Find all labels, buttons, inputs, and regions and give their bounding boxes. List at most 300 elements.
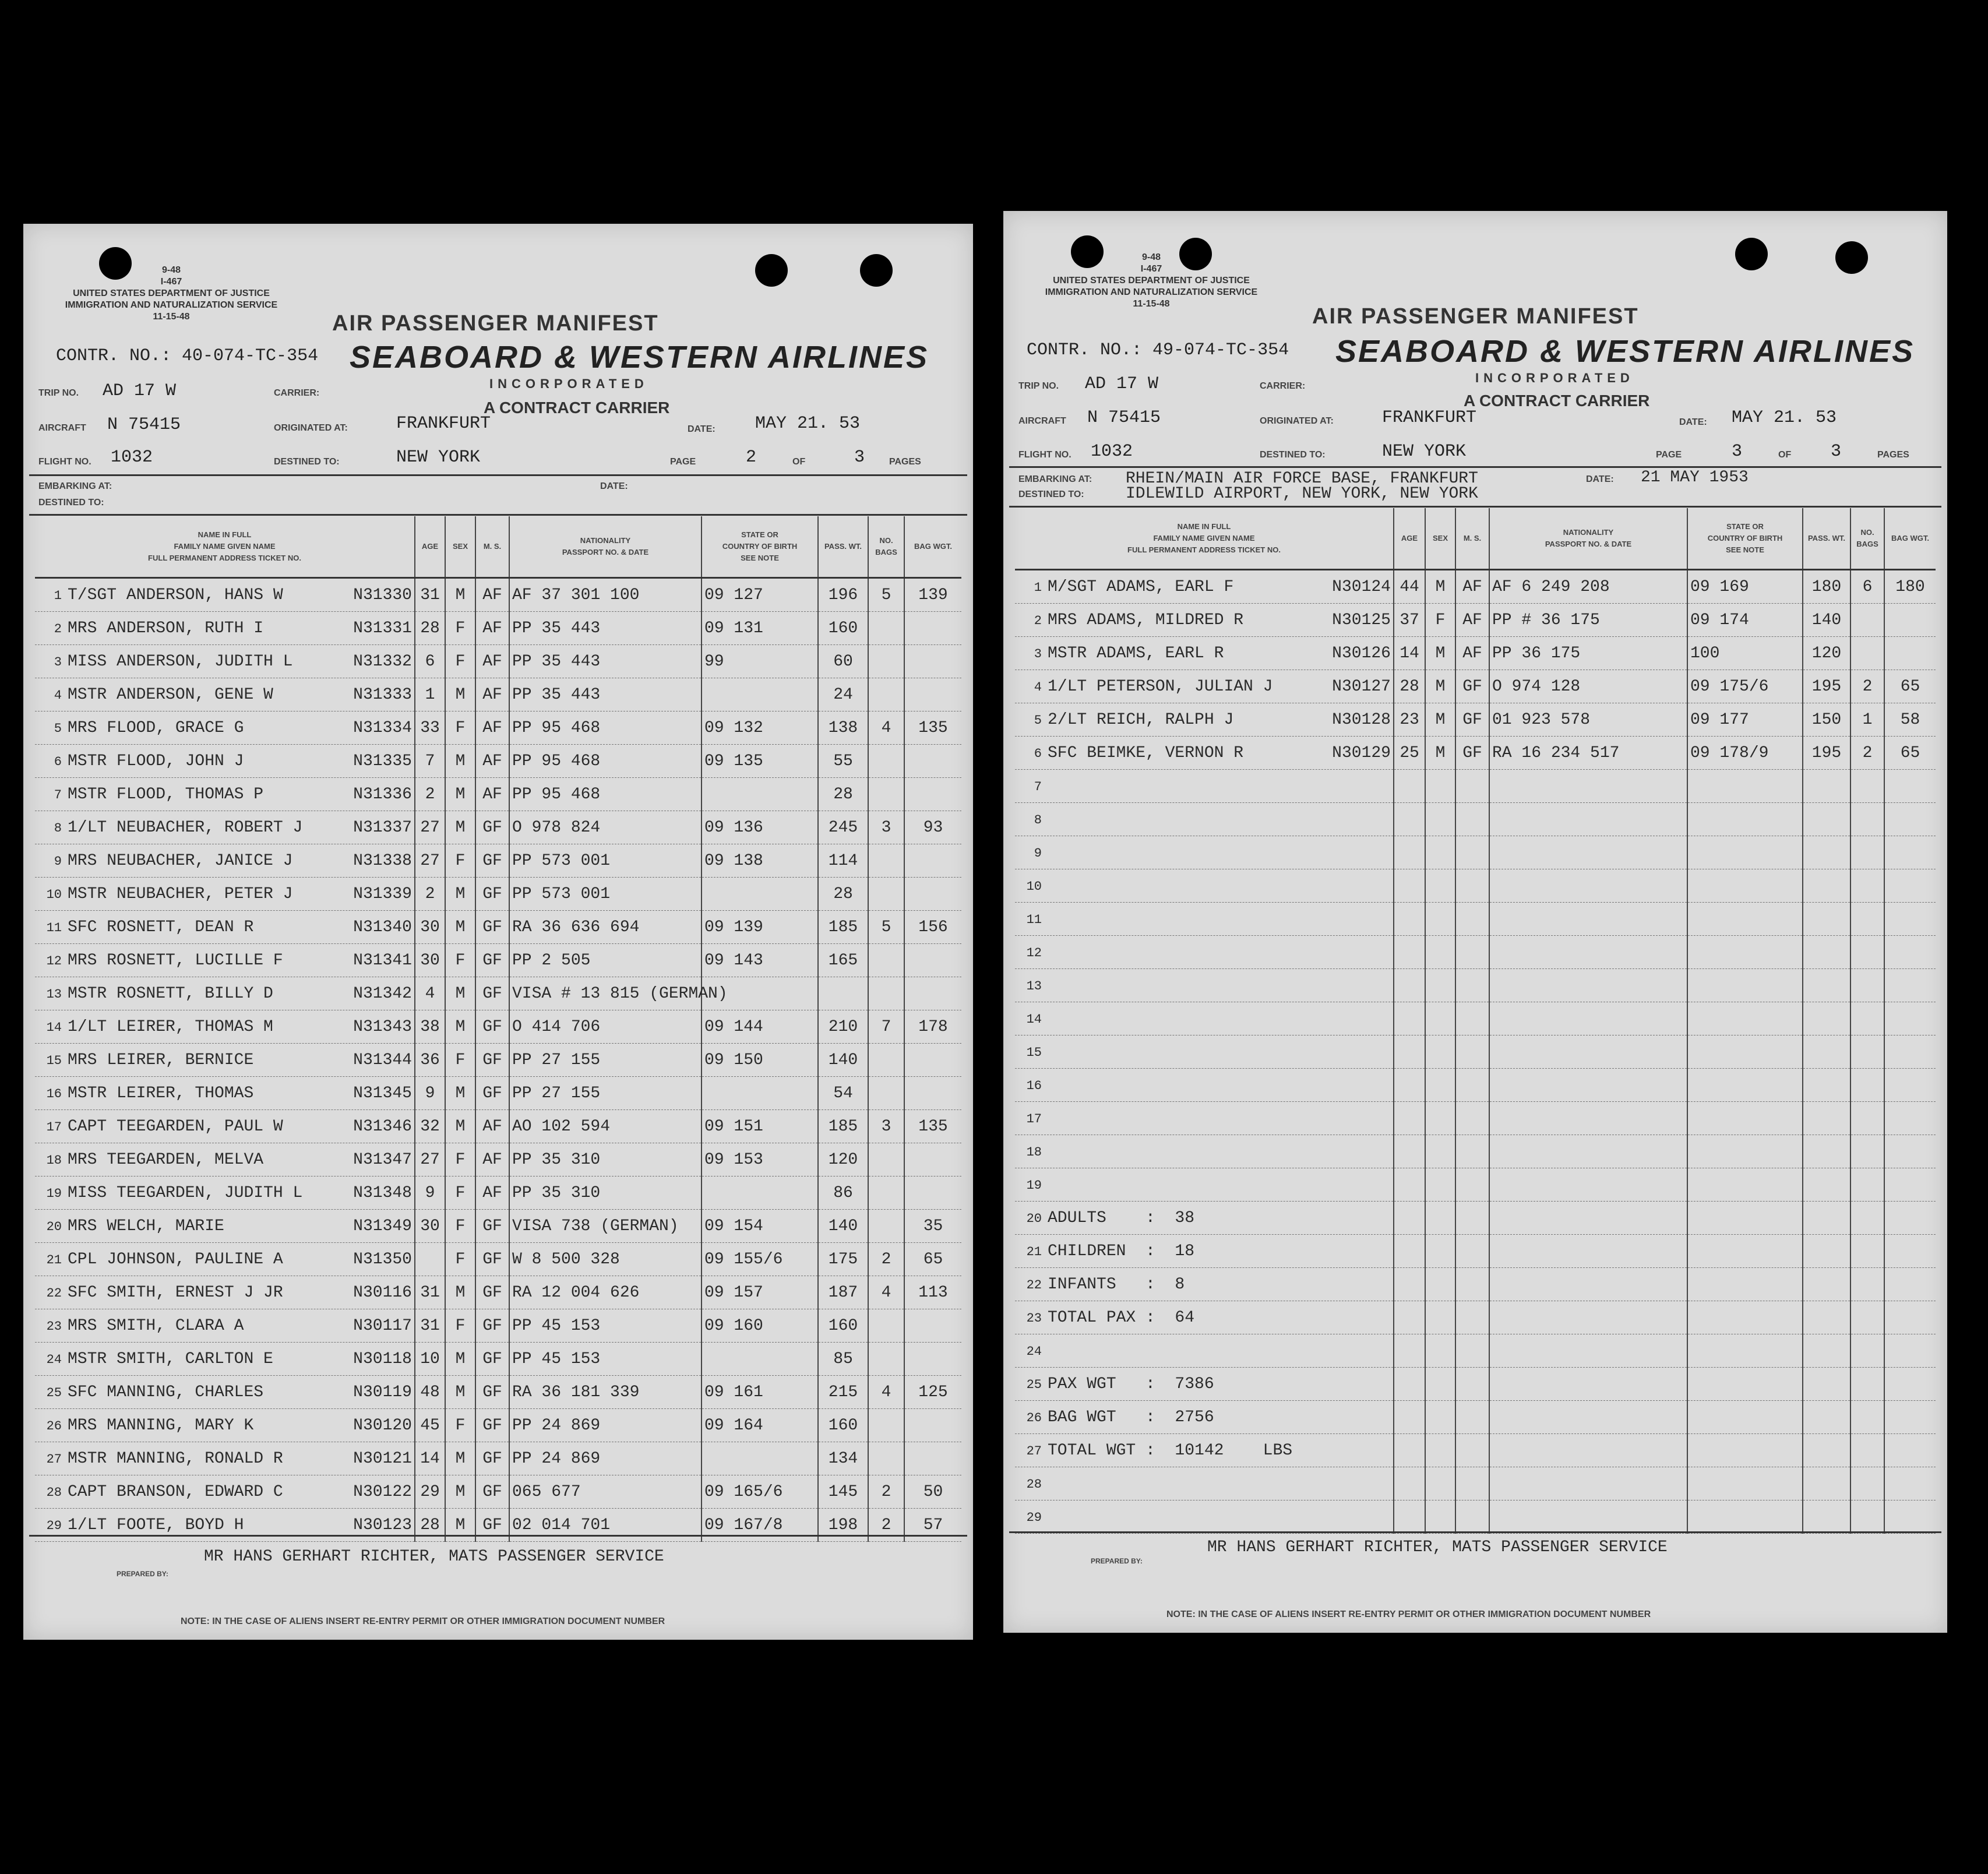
- cell-sex: [1425, 1135, 1455, 1168]
- col-no-bags: NO. BAGS: [868, 516, 904, 578]
- cell-age: [1394, 1235, 1425, 1268]
- cell-bag-wgt: 180: [1884, 570, 1936, 604]
- cell-no-bags: [868, 1077, 904, 1110]
- cell-no-bags: [1850, 770, 1884, 803]
- cell-nationality: PP 27 155: [509, 1077, 702, 1110]
- cell-sex: [1425, 1334, 1455, 1368]
- table-row: [1015, 703, 1936, 737]
- flight-no-label: FLIGHT NO.: [38, 457, 91, 467]
- cell-nationality: RA 36 181 339: [509, 1376, 702, 1409]
- cell-sex: M: [445, 1442, 475, 1475]
- cell-ms: GF: [1455, 670, 1489, 703]
- ticket-number: N30126: [1332, 644, 1391, 663]
- cell-ms: GF: [475, 1475, 509, 1509]
- table-row: [1015, 1401, 1936, 1434]
- cell-age: [1394, 1135, 1425, 1168]
- passenger-name: MRS MANNING, MARY K: [68, 1416, 254, 1435]
- contract-number: CONTR. NO.: 49-074-TC-354: [1027, 340, 1289, 360]
- cell-bag-wgt: [904, 1176, 961, 1210]
- cell-name: [35, 1143, 415, 1176]
- cell-bag-wgt: [904, 778, 961, 811]
- row-number: 12: [46, 953, 62, 968]
- cell-age: 31: [415, 1276, 445, 1309]
- passenger-name: SFC ROSNETT, DEAN R: [68, 918, 254, 936]
- of-value: 3: [1831, 442, 1842, 462]
- cell-state: 09 178/9: [1687, 737, 1803, 770]
- cell-pass-wt: 165: [818, 944, 868, 977]
- cell-name: [1015, 836, 1394, 869]
- cell-nationality: [1489, 1069, 1687, 1102]
- passenger-name: ADULTS : 38: [1048, 1209, 1195, 1227]
- prepared-by-value: MR HANS GERHART RICHTER, MATS PASSENGER SERVICE: [1207, 1538, 1668, 1556]
- cell-nationality: PP 45 153: [509, 1309, 702, 1343]
- cell-sex: M: [445, 1010, 475, 1044]
- table-row: [35, 1243, 961, 1276]
- cell-name: [1015, 869, 1394, 903]
- cell-nationality: [1489, 1500, 1687, 1534]
- cell-nationality: [1489, 1135, 1687, 1168]
- cell-state: 09 164: [702, 1409, 818, 1442]
- pages-label: PAGES: [889, 457, 921, 467]
- cell-age: [1394, 936, 1425, 969]
- col-name: NAME IN FULL FAMILY NAME GIVEN NAME FULL PERMANENT ADDRESS TICKET NO.: [35, 516, 415, 578]
- row-number: 15: [46, 1053, 62, 1068]
- cell-no-bags: 4: [868, 711, 904, 745]
- cell-ms: GF: [475, 1276, 509, 1309]
- cell-age: 30: [415, 944, 445, 977]
- manifest-page-2: [23, 224, 973, 1640]
- cell-sex: F: [1425, 604, 1455, 637]
- originated-label: ORIGINATED AT:: [1260, 416, 1334, 426]
- cell-bag-wgt: 156: [904, 911, 961, 944]
- ticket-number: N31341: [353, 951, 412, 970]
- cell-age: [1394, 1002, 1425, 1035]
- cell-sex: M: [445, 1475, 475, 1509]
- passenger-name: MRS ANDERSON, RUTH I: [68, 619, 264, 637]
- cell-nationality: [1489, 936, 1687, 969]
- cell-ms: AF: [475, 645, 509, 678]
- cell-nationality: [1489, 803, 1687, 836]
- divider: [1009, 506, 1941, 508]
- cell-pass-wt: 175: [818, 1243, 868, 1276]
- cell-nationality: [1489, 1301, 1687, 1334]
- cell-age: 27: [415, 844, 445, 878]
- cell-nationality: PP 27 155: [509, 1044, 702, 1077]
- table-row: [35, 911, 961, 944]
- cell-ms: [1455, 1235, 1489, 1268]
- cell-sex: F: [445, 944, 475, 977]
- passenger-table: [1015, 508, 1936, 1534]
- cell-age: 44: [1394, 570, 1425, 604]
- cell-nationality: RA 36 636 694: [509, 911, 702, 944]
- row-number: 6: [1034, 746, 1042, 761]
- cell-age: [1394, 1069, 1425, 1102]
- aircraft-label: AIRCRAFT: [1018, 416, 1066, 426]
- row-number: 17: [46, 1119, 62, 1135]
- passenger-name: BAG WGT : 2756: [1048, 1408, 1214, 1426]
- destined-2-label: DESTINED TO:: [1018, 489, 1084, 499]
- cell-sex: M: [445, 977, 475, 1010]
- cell-bag-wgt: 65: [904, 1243, 961, 1276]
- cell-no-bags: [1850, 1434, 1884, 1467]
- row-number: 8: [54, 820, 62, 836]
- cell-bag-wgt: [1884, 1202, 1936, 1235]
- cell-ms: AF: [475, 1176, 509, 1210]
- cell-sex: [1425, 1002, 1455, 1035]
- cell-ms: GF: [475, 1376, 509, 1409]
- cell-sex: M: [1425, 570, 1455, 604]
- cell-sex: [1425, 1368, 1455, 1401]
- cell-sex: M: [445, 1509, 475, 1542]
- cell-age: 48: [415, 1376, 445, 1409]
- col-pass-wt: PASS. WT.: [1803, 508, 1850, 570]
- cell-pass-wt: [1803, 1002, 1850, 1035]
- cell-sex: M: [445, 778, 475, 811]
- cell-name: [1015, 1235, 1394, 1268]
- table-row: [1015, 1102, 1936, 1135]
- cell-no-bags: [1850, 1368, 1884, 1401]
- cell-name: [1015, 1069, 1394, 1102]
- cell-bag-wgt: 135: [904, 1110, 961, 1143]
- cell-no-bags: [868, 1044, 904, 1077]
- row-number: 3: [54, 654, 62, 670]
- cell-nationality: PP 95 468: [509, 745, 702, 778]
- ticket-number: N30117: [353, 1316, 412, 1335]
- passenger-name: 1/LT PETERSON, JULIAN J: [1048, 677, 1273, 696]
- row-number: 29: [1026, 1510, 1042, 1525]
- form-id: I-467: [1140, 264, 1162, 274]
- cell-state: [1687, 1235, 1803, 1268]
- cell-ms: [1455, 803, 1489, 836]
- cell-no-bags: [868, 1143, 904, 1176]
- table-row: [1015, 1334, 1936, 1368]
- cell-age: [1394, 1168, 1425, 1202]
- cell-nationality: PP 35 310: [509, 1143, 702, 1176]
- cell-state: [1687, 869, 1803, 903]
- cell-no-bags: 2: [868, 1475, 904, 1509]
- cell-sex: F: [445, 1044, 475, 1077]
- destined-2-value: IDLEWILD AIRPORT, NEW YORK, NEW YORK: [1126, 485, 1478, 503]
- ticket-number: N31331: [353, 619, 412, 637]
- cell-state: 09 131: [702, 612, 818, 645]
- cell-age: 7: [415, 745, 445, 778]
- cell-name: [35, 612, 415, 645]
- cell-state: [1687, 1035, 1803, 1069]
- cell-sex: M: [1425, 670, 1455, 703]
- row-number: 13: [46, 987, 62, 1002]
- passenger-rows: [35, 578, 961, 1542]
- cell-nationality: PP 35 443: [509, 612, 702, 645]
- cell-ms: [1455, 903, 1489, 936]
- cell-no-bags: 6: [1850, 570, 1884, 604]
- cell-no-bags: [868, 878, 904, 911]
- cell-pass-wt: 24: [818, 678, 868, 711]
- cell-name: [35, 844, 415, 878]
- cell-age: 2: [415, 778, 445, 811]
- table-row: [35, 745, 961, 778]
- cell-ms: GF: [475, 977, 509, 1010]
- cell-name: [1015, 969, 1394, 1002]
- cell-state: [1687, 1202, 1803, 1235]
- cell-age: 9: [415, 1077, 445, 1110]
- cell-state: 09 154: [702, 1210, 818, 1243]
- cell-ms: [1455, 1135, 1489, 1168]
- cell-nationality: PP 45 153: [509, 1343, 702, 1376]
- cell-no-bags: [1850, 1301, 1884, 1334]
- row-number: 1: [1034, 580, 1042, 595]
- row-number: 8: [1034, 812, 1042, 827]
- ticket-number: N30125: [1332, 611, 1391, 629]
- divider: [29, 514, 967, 516]
- table-header-row: [1015, 508, 1936, 570]
- cell-state: 99: [702, 645, 818, 678]
- table-row: [1015, 1202, 1936, 1235]
- row-number: 29: [46, 1518, 62, 1533]
- ticket-number: N31350: [353, 1250, 412, 1269]
- row-number: 16: [1026, 1078, 1042, 1093]
- carrier-label: CARRIER:: [1260, 381, 1306, 391]
- table-row: [35, 1276, 961, 1309]
- cell-state: [1687, 1069, 1803, 1102]
- cell-name: [1015, 737, 1394, 770]
- cell-state: [1687, 1168, 1803, 1202]
- cell-ms: [1455, 1202, 1489, 1235]
- cell-ms: GF: [1455, 703, 1489, 737]
- cell-state: [1687, 1434, 1803, 1467]
- footer-divider: [1009, 1531, 1941, 1533]
- table-row: [35, 612, 961, 645]
- cell-pass-wt: 150: [1803, 703, 1850, 737]
- cell-pass-wt: 160: [818, 1409, 868, 1442]
- cell-name: [1015, 770, 1394, 803]
- cell-ms: [1455, 1434, 1489, 1467]
- cell-sex: M: [445, 1343, 475, 1376]
- cell-nationality: [1489, 1035, 1687, 1069]
- cell-state: 09 135: [702, 745, 818, 778]
- cell-bag-wgt: 50: [904, 1475, 961, 1509]
- cell-sex: [1425, 1301, 1455, 1334]
- cell-nationality: PP 95 468: [509, 711, 702, 745]
- ticket-number: N31340: [353, 918, 412, 936]
- row-number: 25: [1026, 1377, 1042, 1392]
- of-label: OF: [792, 457, 806, 467]
- table-row: [1015, 1467, 1936, 1500]
- table-row: [1015, 1368, 1936, 1401]
- cell-bag-wgt: [904, 1442, 961, 1475]
- cell-no-bags: [1850, 1500, 1884, 1534]
- table-row: [35, 1343, 961, 1376]
- cell-pass-wt: [1803, 1035, 1850, 1069]
- cell-bag-wgt: 178: [904, 1010, 961, 1044]
- airline-incorporated: INCORPORATED: [1475, 371, 1634, 385]
- punch-hole: [1735, 238, 1768, 270]
- cell-age: 9: [415, 1176, 445, 1210]
- manifest-page-3: [1003, 211, 1947, 1633]
- cell-nationality: PP 36 175: [1489, 637, 1687, 670]
- cell-age: 23: [1394, 703, 1425, 737]
- cell-name: [1015, 1401, 1394, 1434]
- cell-state: 09 153: [702, 1143, 818, 1176]
- cell-no-bags: 2: [868, 1509, 904, 1542]
- cell-age: 10: [415, 1343, 445, 1376]
- ticket-number: N31343: [353, 1017, 412, 1036]
- destined-label: DESTINED TO:: [274, 457, 340, 467]
- cell-name: [1015, 1434, 1394, 1467]
- table-row: [1015, 936, 1936, 969]
- aircraft-value: N 75415: [1087, 408, 1161, 428]
- embarking-label: EMBARKING AT:: [1018, 474, 1092, 484]
- cell-age: 38: [415, 1010, 445, 1044]
- row-number: 27: [46, 1452, 62, 1467]
- table-row: [35, 1176, 961, 1210]
- cell-state: [1687, 969, 1803, 1002]
- cell-ms: AF: [1455, 604, 1489, 637]
- cell-ms: GF: [475, 1243, 509, 1276]
- cell-age: 28: [1394, 670, 1425, 703]
- cell-state: [1687, 1334, 1803, 1368]
- cell-sex: [1425, 803, 1455, 836]
- cell-no-bags: 4: [868, 1276, 904, 1309]
- cell-ms: [1455, 1069, 1489, 1102]
- cell-name: [1015, 1301, 1394, 1334]
- cell-pass-wt: 210: [818, 1010, 868, 1044]
- cell-age: [1394, 1434, 1425, 1467]
- cell-name: [35, 1475, 415, 1509]
- cell-ms: [1455, 1401, 1489, 1434]
- cell-bag-wgt: [904, 878, 961, 911]
- form-number: 9-48: [161, 265, 181, 275]
- cell-pass-wt: 54: [818, 1077, 868, 1110]
- ticket-number: N30124: [1332, 577, 1391, 596]
- cell-no-bags: [1850, 803, 1884, 836]
- footer-divider: [29, 1535, 967, 1537]
- cell-ms: [1455, 1334, 1489, 1368]
- cell-ms: [1455, 969, 1489, 1002]
- cell-state: 09 175/6: [1687, 670, 1803, 703]
- row-number: 23: [46, 1319, 62, 1334]
- cell-no-bags: [1850, 1268, 1884, 1301]
- cell-pass-wt: [1803, 1301, 1850, 1334]
- cell-ms: GF: [475, 844, 509, 878]
- cell-pass-wt: [818, 977, 868, 1010]
- cell-pass-wt: 185: [818, 911, 868, 944]
- ticket-number: N30127: [1332, 677, 1391, 696]
- cell-bag-wgt: 135: [904, 711, 961, 745]
- cell-no-bags: [1850, 1069, 1884, 1102]
- cell-no-bags: [1850, 1002, 1884, 1035]
- cell-bag-wgt: [904, 1143, 961, 1176]
- passenger-name: MRS TEEGARDEN, MELVA: [68, 1150, 264, 1169]
- table-row: [35, 1044, 961, 1077]
- cell-ms: GF: [475, 911, 509, 944]
- cell-no-bags: [1850, 637, 1884, 670]
- cell-pass-wt: 55: [818, 745, 868, 778]
- cell-name: [1015, 803, 1394, 836]
- ticket-number: N31342: [353, 984, 412, 1003]
- date-label: DATE:: [688, 424, 715, 434]
- ticket-number: N30121: [353, 1449, 412, 1468]
- col-name: NAME IN FULL FAMILY NAME GIVEN NAME FULL PERMANENT ADDRESS TICKET NO.: [1015, 508, 1394, 570]
- cell-nationality: [1489, 1102, 1687, 1135]
- cell-ms: GF: [475, 811, 509, 844]
- cell-bag-wgt: [1884, 637, 1936, 670]
- cell-no-bags: 3: [868, 1110, 904, 1143]
- cell-pass-wt: 120: [818, 1143, 868, 1176]
- cell-age: [415, 1243, 445, 1276]
- passenger-name: CAPT TEEGARDEN, PAUL W: [68, 1117, 283, 1136]
- row-number: 17: [1026, 1111, 1042, 1126]
- pages-label: PAGES: [1877, 450, 1909, 460]
- cell-name: [1015, 604, 1394, 637]
- service: IMMIGRATION AND NATURALIZATION SERVICE: [65, 300, 278, 310]
- cell-age: 32: [415, 1110, 445, 1143]
- cell-bag-wgt: 139: [904, 578, 961, 612]
- passenger-name: INFANTS : 8: [1048, 1275, 1185, 1294]
- cell-age: 2: [415, 878, 445, 911]
- cell-name: [35, 1176, 415, 1210]
- cell-age: 4: [415, 977, 445, 1010]
- cell-sex: M: [445, 811, 475, 844]
- cell-pass-wt: [1803, 1069, 1850, 1102]
- cell-sex: F: [445, 612, 475, 645]
- cell-bag-wgt: [904, 1077, 961, 1110]
- trip-no-value: AD 17 W: [1085, 374, 1159, 394]
- cell-ms: AF: [475, 612, 509, 645]
- page-value: 3: [1732, 442, 1743, 462]
- passenger-name: SFC SMITH, ERNEST J JR: [68, 1283, 283, 1302]
- cell-pass-wt: [1803, 1268, 1850, 1301]
- table-row: [1015, 737, 1936, 770]
- cell-pass-wt: 140: [818, 1210, 868, 1243]
- cell-age: [1394, 1401, 1425, 1434]
- cell-name: [1015, 637, 1394, 670]
- cell-nationality: RA 12 004 626: [509, 1276, 702, 1309]
- passenger-name: MSTR FLOOD, JOHN J: [68, 752, 244, 770]
- table-row: [1015, 570, 1936, 604]
- passenger-name: MSTR NEUBACHER, PETER J: [68, 885, 293, 903]
- cell-nationality: [1489, 1002, 1687, 1035]
- ticket-number: N30120: [353, 1416, 412, 1435]
- passenger-name: MRS LEIRER, BERNICE: [68, 1051, 254, 1069]
- cell-sex: F: [445, 1409, 475, 1442]
- passenger-name: MSTR ADAMS, EARL R: [1048, 644, 1224, 663]
- table-row: [35, 1475, 961, 1509]
- cell-nationality: O 974 128: [1489, 670, 1687, 703]
- airline-name: SEABOARD & WESTERN AIRLINES: [1335, 334, 1915, 369]
- row-number: 3: [1034, 646, 1042, 661]
- cell-age: 28: [415, 612, 445, 645]
- table-row: [1015, 1301, 1936, 1334]
- cell-name: [1015, 936, 1394, 969]
- cell-state: [1687, 1268, 1803, 1301]
- cell-no-bags: [868, 977, 904, 1010]
- cell-age: 45: [415, 1409, 445, 1442]
- cell-bag-wgt: [904, 745, 961, 778]
- row-number: 24: [46, 1352, 62, 1367]
- cell-nationality: [1489, 969, 1687, 1002]
- row-number: 11: [46, 920, 62, 935]
- cell-state: 09 132: [702, 711, 818, 745]
- cell-name: [35, 911, 415, 944]
- cell-bag-wgt: [1884, 836, 1936, 869]
- col-bag-wgt: BAG WGT.: [904, 516, 961, 578]
- cell-sex: M: [445, 678, 475, 711]
- cell-no-bags: [1850, 604, 1884, 637]
- table-row: [1015, 803, 1936, 836]
- cell-name: [1015, 1268, 1394, 1301]
- table-row: [1015, 637, 1936, 670]
- cell-state: [1687, 936, 1803, 969]
